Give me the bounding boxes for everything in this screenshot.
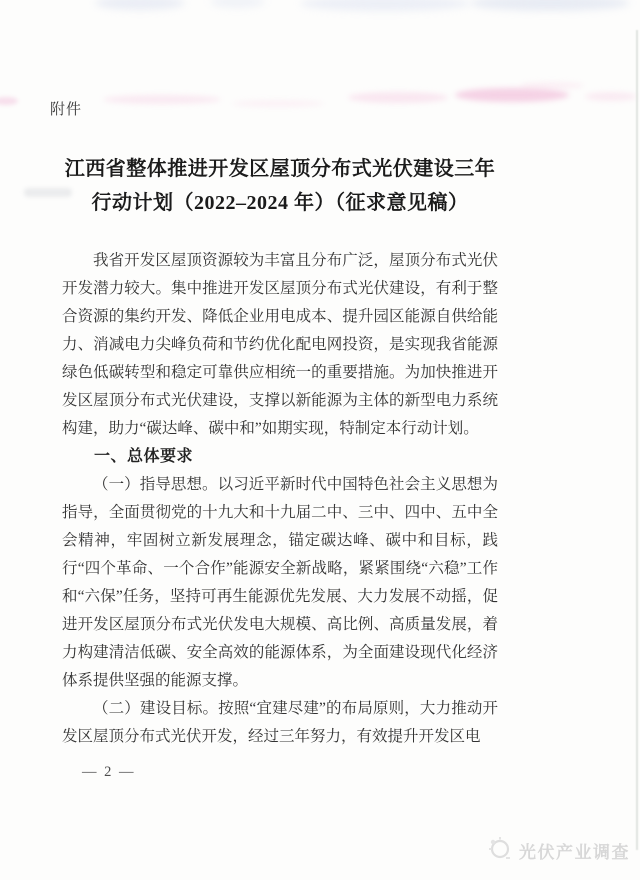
scan-pink-mark	[348, 92, 448, 103]
body-paragraph: 我省开发区屋顶资源较为丰富且分布广泛，屋顶分布式光伏开发潜力较大。集中推进开发区屋顶分布式光伏建设，有利于整合资源的集约开发、降低企业用电成本、提升园区能源自供给能力、消减电力尖峰负荷和节约优化配电网投资，是实现我省能源绿色低碳转型和稳定可靠供应相统一的重要措施。为加快推进开发区屋顶分布式光伏建设，支撑以新能源为主体的新型电力系统构建，助力“碳达峰、碳中和”如期实现，特制定本行动计划。	[62, 252, 498, 437]
document-title-line-1: 江西省整体推进开发区屋顶分布式光伏建设三年	[64, 158, 496, 180]
watermark-label: 光伏产业调查	[519, 843, 630, 862]
section-heading: 一、总体要求	[94, 448, 194, 465]
scan-smudge	[470, 0, 630, 11]
sun-logo-icon	[486, 835, 512, 866]
body-paragraph: （一）指导思想。以习近平新时代中国特色社会主义思想为指导，全面贯彻党的十九大和十九届二中、三中、四中、五中全会精神，牢固树立新发展理念，锚定碳达峰、碳中和目标，践行“四个革命、一个合作”能源安全新战略，紧紧围绕“六稳”工作和“六保”任务，坚持可再生能源优先发展、大力发展不动摇，促进开发区屋顶分布式光伏发电大规模、高比例、高质量发展，着力构建清洁低碳、安全高效的能源体系，为全面建设现代化经济体系提供坚强的能源支撑。	[62, 476, 498, 689]
scan-pink-mark	[585, 92, 637, 101]
scan-smudge	[300, 0, 470, 11]
attachment-label: 附件	[50, 102, 83, 118]
page-number: — 2 —	[82, 764, 136, 780]
scan-smudge	[210, 0, 265, 8]
document-title-line-2: 行动计划（2022–2024 年）（征求意见稿）	[91, 192, 469, 214]
scan-pink-mark	[232, 100, 324, 107]
document-title	[58, 152, 502, 220]
scan-pink-mark	[455, 88, 569, 102]
scan-smudge	[95, 0, 185, 10]
scan-pink-mark	[520, 82, 584, 89]
scan-pink-mark	[103, 95, 221, 104]
watermark	[486, 835, 630, 866]
body-paragraph: （二）建设目标。按照“宜建尽建”的布局原则，大力推动开发区屋顶分布式光伏开发，经过三年努力，有效提升开发区电	[62, 700, 498, 745]
scan-edge-line	[636, 30, 638, 850]
document-body	[62, 247, 498, 751]
scan-pink-mark	[0, 97, 18, 105]
